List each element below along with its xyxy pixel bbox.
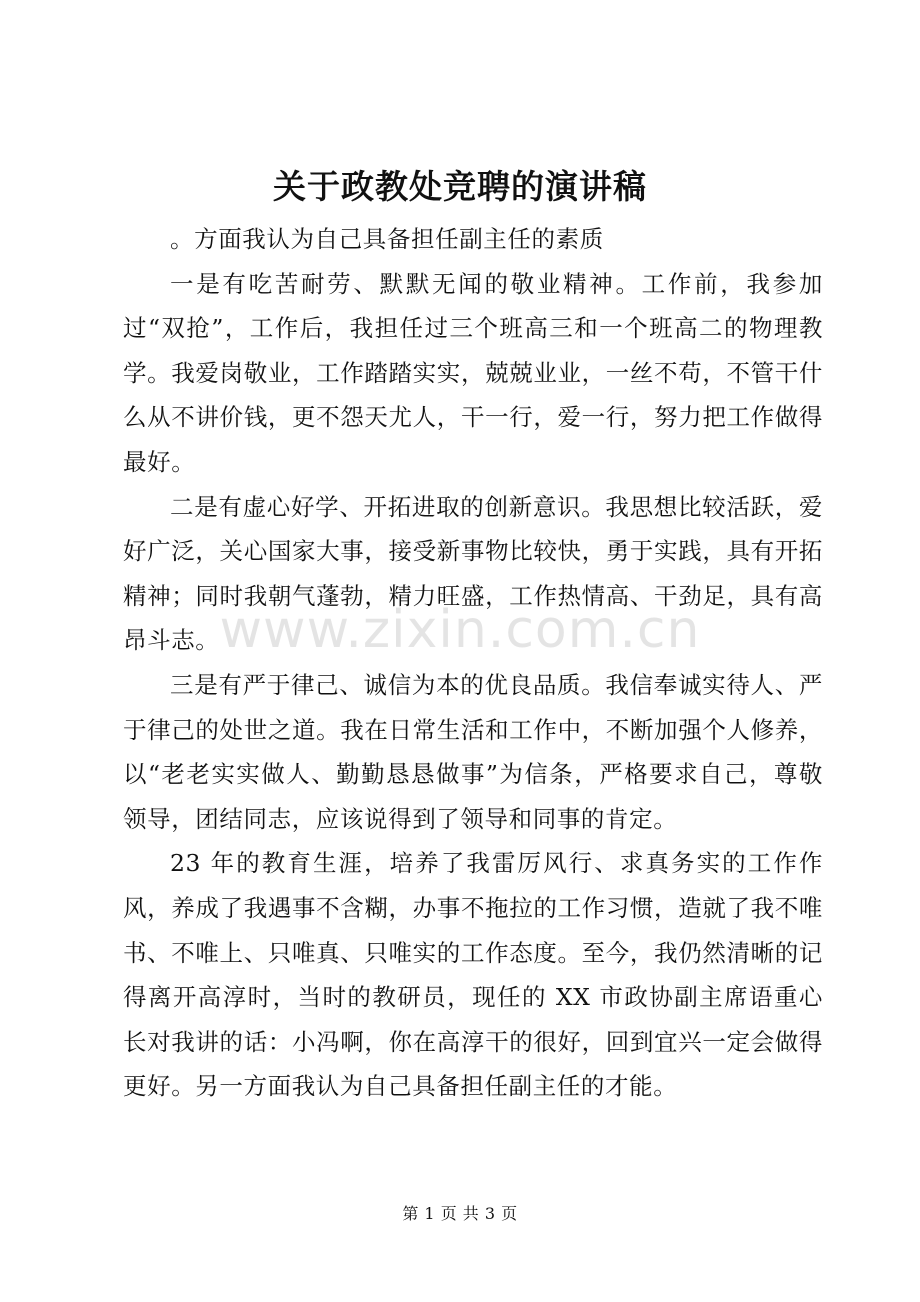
document-title: 关于政教处竞聘的演讲稿 [273, 167, 647, 206]
paragraph-dedication: 一是有吃苦耐劳、默默无闻的敬业精神。工作前，我参加过“双抢”，工作后，我担任过三个班高三和一个班高二的物理教学。我爱岗敬业，工作踏踏实实，兢兢业业，一丝不苟，不管干什么从不讲价钱，更不怨天尤人，干一行，爱一行，努力把工作做得最好。 [123, 269, 823, 476]
paragraph-innovation: 二是有虚心好学、开拓进取的创新意识。我思想比较活跃，爱好广泛，关心国家大事，接受新事物比较快，勇于实践，具有开拓精神；同时我朝气蓬勃，精力旺盛，工作热情高、干劲足，具有高昂斗志。 [123, 492, 823, 655]
document-body [123, 217, 823, 1109]
watermark: www.zixin.com.cn [219, 600, 701, 660]
paragraph-integrity: 三是有严于律己、诚信为本的优良品质。我信奉诚实待人、严于律己的处世之道。我在日常生活和工作中，不断加强个人修养，以“老老实实做人、勤勤恳恳做事”为信条，严格要求自己，尊敬领导，团结同志，应该说得到了领导和同事的肯定。 [123, 670, 823, 833]
paragraph-intro: 。方面我认为自己具备担任副主任的素质 [170, 225, 604, 253]
paragraph-career: 23 年的教育生涯，培养了我雷厉风行、求真务实的工作作风，养成了我遇事不含糊，办事不拖拉的工作习惯，造就了我不唯书、不唯上、只唯真、只唯实的工作态度。至今，我仍然清晰的记得离开高淳时，当时的教研员，现任的 XX 市政协副主席语重心长对我讲的话：小冯啊，你在高淳干的很好，回到宜兴一定会做得更好。另一方面我认为自己具备担任副主任的才能。 [123, 849, 823, 1101]
page-footer: 第 1 页 共 3 页 [402, 1204, 518, 1223]
